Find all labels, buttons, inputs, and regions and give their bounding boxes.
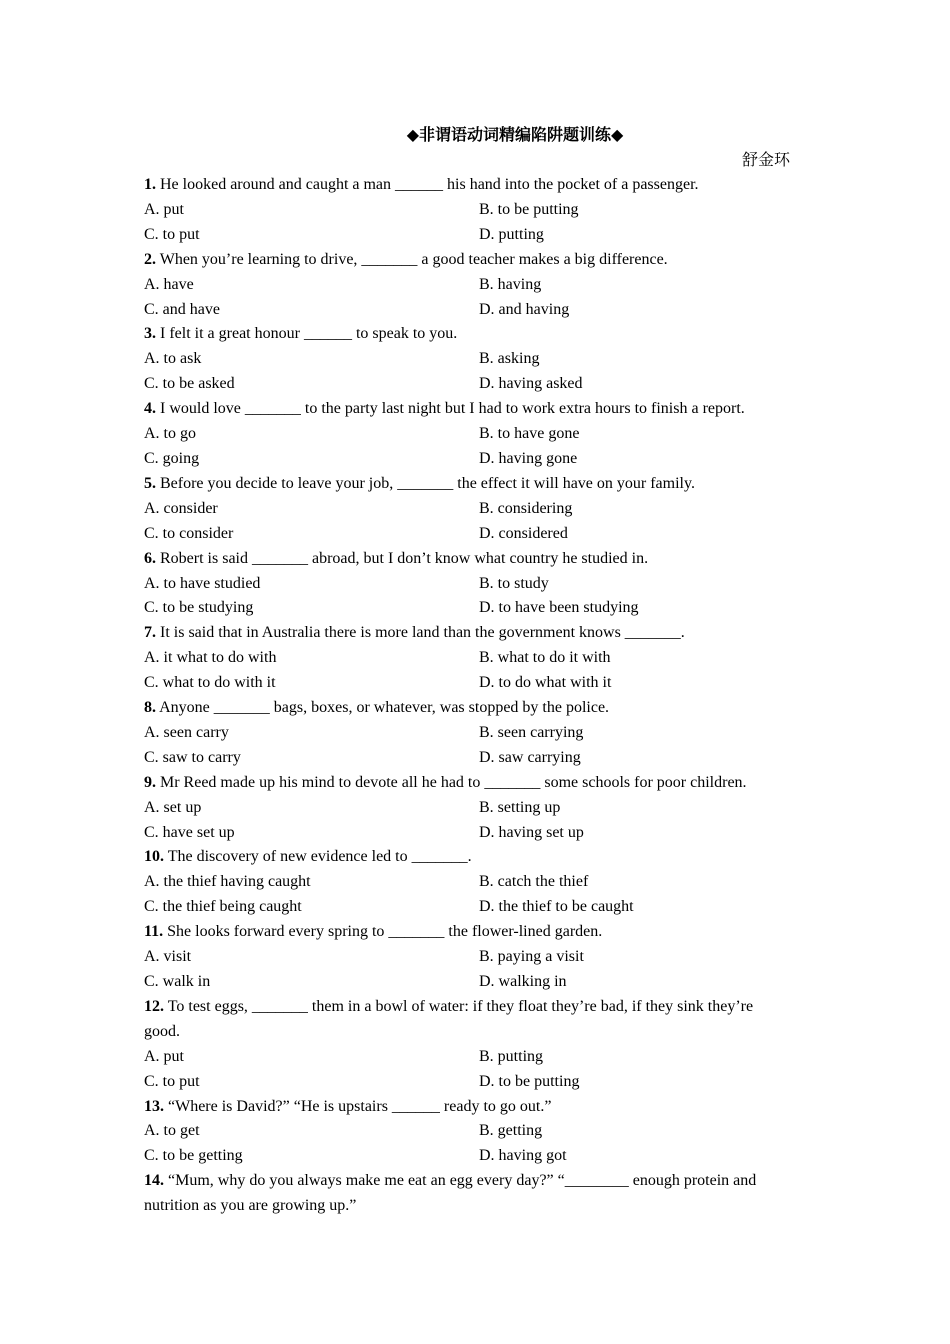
answer-option: B. setting up (479, 798, 561, 816)
answer-option: C. to consider (144, 524, 234, 542)
answer-option: D. putting (479, 225, 544, 243)
question-item (144, 397, 790, 472)
question-text: To test eggs, _______ them in a bowl of water: if they float they’re bad, if they sink they’re good. (144, 997, 754, 1040)
question-item (144, 696, 790, 771)
answer-option: D. having gone (479, 449, 578, 467)
answer-option: C. saw to carry (144, 748, 241, 766)
answer-options (144, 273, 790, 323)
question-text: It is said that in Australia there is more land than the government knows _______. (160, 624, 685, 642)
answer-option: D. the thief to be caught (479, 898, 634, 916)
answer-option: D. to have been studying (479, 599, 639, 617)
answer-option: C. to put (144, 1072, 200, 1090)
answer-options (144, 870, 790, 920)
question-number: 1. (144, 176, 156, 193)
question-stem (144, 1095, 790, 1120)
question-item (144, 173, 790, 248)
answer-option: C. have set up (144, 823, 235, 841)
answer-options (144, 796, 790, 846)
answer-option: D. having set up (479, 823, 584, 841)
answer-options (144, 572, 790, 622)
question-number: 8. (144, 699, 156, 717)
question-item (144, 920, 790, 995)
answer-option: A. the thief having caught (144, 873, 311, 891)
answer-option: D. and having (479, 300, 570, 318)
answer-option: A. to go (144, 425, 196, 443)
answer-option: C. to put (144, 225, 200, 243)
question-stem (144, 322, 790, 347)
answer-options (144, 497, 790, 547)
document-page (144, 124, 790, 1219)
answer-option: B. considering (479, 499, 573, 517)
answer-options (144, 945, 790, 995)
question-stem (144, 920, 790, 945)
answer-option: A. to have studied (144, 574, 261, 592)
answer-option: B. to study (479, 574, 549, 592)
question-stem (144, 845, 790, 870)
question-stem (144, 995, 790, 1045)
question-number: 2. (144, 250, 156, 268)
answer-option: C. the thief being caught (144, 898, 302, 916)
question-number: 7. (144, 624, 156, 642)
question-item (144, 995, 790, 1095)
answer-options (144, 347, 790, 397)
answer-option: D. walking in (479, 973, 567, 990)
answer-option: B. to have gone (479, 425, 580, 443)
question-number: 14. (144, 1172, 164, 1190)
answer-option: C. walk in (144, 973, 211, 990)
answer-option: B. seen carrying (479, 723, 584, 741)
answer-option: A. have (144, 275, 194, 293)
answer-options (144, 721, 790, 771)
question-stem (144, 547, 790, 572)
question-text: When you’re learning to drive, _______ a good teacher makes a big difference. (159, 250, 668, 268)
question-text: I felt it a great honour ______ to speak to you. (160, 325, 458, 343)
question-number: 11. (144, 923, 164, 941)
answer-option: A. set up (144, 798, 202, 816)
answer-option: A. consider (144, 499, 218, 517)
question-text: Before you decide to leave your job, _______ the effect it will have on your family. (160, 474, 695, 492)
question-item (144, 322, 790, 397)
answer-option: D. to be putting (479, 1072, 580, 1090)
answer-option: D. having asked (479, 375, 583, 393)
question-stem (144, 1169, 790, 1219)
answer-option: C. to be asked (144, 375, 235, 393)
question-number: 6. (144, 549, 156, 567)
answer-option: A. put (144, 1047, 184, 1065)
question-text: The discovery of new evidence led to _______. (167, 848, 472, 866)
question-item (144, 1169, 790, 1219)
question-number: 10. (144, 848, 164, 866)
answer-options (144, 646, 790, 696)
question-item (144, 845, 790, 920)
answer-option: C. and have (144, 300, 220, 318)
answer-option: B. getting (479, 1122, 543, 1140)
question-item (144, 547, 790, 622)
answer-option: C. what to do with it (144, 674, 276, 692)
answer-options (144, 1119, 790, 1169)
question-stem (144, 771, 790, 796)
answer-option: A. visit (144, 948, 192, 966)
question-text: Robert is said _______ abroad, but I don’t know what country he studied in. (160, 549, 649, 567)
question-text: Mr Reed made up his mind to devote all he had to _______ some schools for poor children. (160, 773, 747, 791)
question-number: 9. (144, 773, 156, 791)
answer-option: B. asking (479, 350, 540, 368)
answer-option: B. what to do it with (479, 649, 611, 667)
question-number: 3. (144, 325, 156, 343)
answer-option: A. seen carry (144, 723, 229, 741)
answer-option: D. saw carrying (479, 748, 581, 766)
page-title: ◆非谓语动词精编陷阱题训练◆ (406, 127, 624, 144)
question-item (144, 621, 790, 696)
question-number: 5. (144, 474, 156, 492)
question-item (144, 248, 790, 323)
question-text: “Where is David?” “He is upstairs ______ ready to go out.” (168, 1097, 552, 1115)
answer-option: B. to be putting (479, 200, 579, 218)
answer-option: A. to get (144, 1122, 200, 1140)
answer-option: A. it what to do with (144, 649, 277, 667)
question-item (144, 1095, 790, 1170)
question-stem (144, 472, 790, 497)
question-number: 13. (144, 1097, 164, 1115)
answer-options (144, 422, 790, 472)
question-item (144, 771, 790, 846)
answer-option: B. catch the thief (479, 873, 589, 891)
answer-option: D. having got (479, 1147, 567, 1165)
answer-option: B. having (479, 275, 542, 293)
author-name: 舒金环 (741, 152, 790, 169)
question-text: Anyone _______ bags, boxes, or whatever, was stopped by the police. (159, 699, 610, 717)
answer-option: B. paying a visit (479, 948, 584, 966)
answer-option: C. to be studying (144, 599, 254, 617)
answer-option: A. put (144, 200, 184, 218)
question-number: 12. (144, 997, 164, 1015)
question-stem (144, 173, 790, 198)
question-stem (144, 397, 790, 422)
question-number: 4. (144, 400, 156, 418)
question-stem (144, 621, 790, 646)
answer-option: C. to be getting (144, 1147, 243, 1165)
question-text: “Mum, why do you always make me eat an egg every day?” “________ enough protein and nutrition as you are growing up.” (144, 1172, 757, 1215)
question-text: I would love _______ to the party last night but I had to work extra hours to finish a report. (160, 400, 745, 418)
answer-option: D. to do what with it (479, 674, 612, 692)
answer-options (144, 198, 790, 248)
answer-option: A. to ask (144, 350, 202, 368)
question-text: He looked around and caught a man ______ his hand into the pocket of a passenger. (160, 176, 699, 193)
question-text: She looks forward every spring to _______ the flower-lined garden. (167, 923, 603, 941)
answer-option: B. putting (479, 1047, 544, 1065)
answer-option: C. going (144, 449, 200, 467)
question-stem (144, 248, 790, 273)
answer-options (144, 1045, 790, 1095)
question-stem (144, 696, 790, 721)
answer-option: D. considered (479, 524, 568, 542)
question-list (144, 173, 790, 1219)
question-item (144, 472, 790, 547)
